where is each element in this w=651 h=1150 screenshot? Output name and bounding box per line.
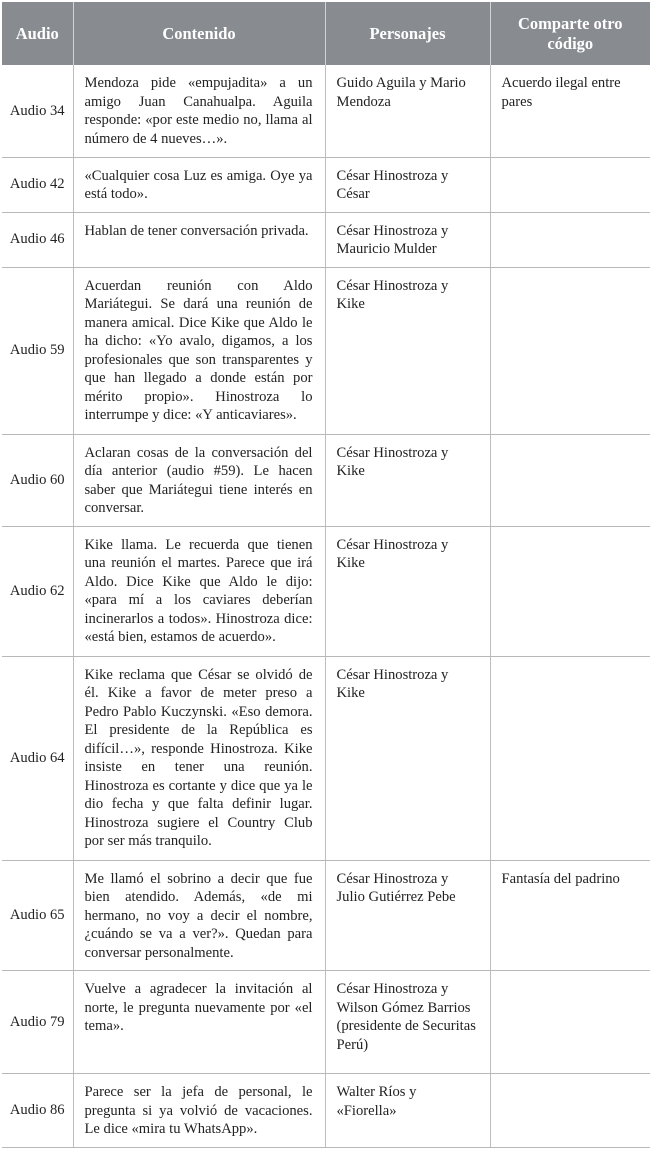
content-cell: Parece ser la jefa de personal, le pregunta si ya volvió de vacaciones. Le dice «mira tu WhatsApp».: [73, 1074, 325, 1148]
audio-cell: Audio 60: [2, 434, 73, 526]
people-cell: César Hinostroza y César: [325, 157, 490, 212]
content-cell: Vuelve a agradecer la invitación al norte, le pregunta nuevamente por «el tema».: [73, 971, 325, 1074]
people-cell: Walter Ríos y «Fiorella»: [325, 1074, 490, 1148]
header-personajes: Personajes: [325, 2, 490, 65]
table-row: [2, 860, 650, 971]
people-cell: César Hinostroza y Kike: [325, 526, 490, 656]
people-cell: César Hinostroza y Wilson Gómez Barrios (presidente de Securitas Perú): [325, 971, 490, 1074]
header-audio: Audio: [2, 2, 73, 65]
people-cell: César Hinostroza y Mauricio Mulder: [325, 212, 490, 267]
other-code-cell: [490, 1074, 650, 1148]
audio-cell: Audio 65: [2, 860, 73, 971]
audio-cell: Audio 59: [2, 267, 73, 434]
table-row: [2, 656, 650, 860]
other-code-cell: [490, 212, 650, 267]
other-code-cell: [490, 267, 650, 434]
other-code-cell: [490, 526, 650, 656]
people-cell: César Hinostroza y Kike: [325, 656, 490, 860]
other-code-cell: Acuerdo ilegal entre pares: [490, 65, 650, 157]
people-cell: César Hinostroza y Kike: [325, 267, 490, 434]
table-row: [2, 434, 650, 526]
audio-cell: Audio 86: [2, 1074, 73, 1148]
audio-table: [2, 2, 650, 1148]
people-cell: César Hinostroza y Kike: [325, 434, 490, 526]
header-contenido: Contenido: [73, 2, 325, 65]
other-code-cell: Fantasía del padrino: [490, 860, 650, 971]
header-comparte: Comparte otro código: [490, 2, 650, 65]
content-cell: Hablan de tener conversación privada.: [73, 212, 325, 267]
table-body: [2, 65, 650, 1147]
table-row: [2, 212, 650, 267]
table-row: [2, 971, 650, 1074]
other-code-cell: [490, 434, 650, 526]
content-cell: Mendoza pide «empujadita» a un amigo Juan Canahualpa. Aguila responde: «por este medio no, llama al número de 4 nueves…».: [73, 65, 325, 157]
content-cell: Kike reclama que César se olvidó de él. Kike a favor de meter preso a Pedro Pablo Kuczynski. «Eso demora. El presidente de la República es difícil…», responde Hinostroza. Kike insiste en tener una reunión. Hinostroza es cortante y dice que ya le dio fecha y que falta definir lugar. Hinostroza sugiere el Country Club por ser más tranquilo.: [73, 656, 325, 860]
table-row: [2, 267, 650, 434]
content-cell: «Cualquier cosa Luz es amiga. Oye ya está todo».: [73, 157, 325, 212]
content-cell: Aclaran cosas de la conversación del día anterior (audio #59). Le hacen saber que Mariátegui tiene interés en conversar.: [73, 434, 325, 526]
content-cell: Me llamó el sobrino a decir que fue bien atendido. Además, «de mi hermano, no voy a decir el nombre, ¿cuándo se va a ver?». Quedan para conversar personalmente.: [73, 860, 325, 971]
table-row: [2, 157, 650, 212]
other-code-cell: [490, 157, 650, 212]
table-row: [2, 1074, 650, 1148]
audio-cell: Audio 46: [2, 212, 73, 267]
people-cell: César Hinostroza y Julio Gutiérrez Pebe: [325, 860, 490, 971]
table-row: [2, 526, 650, 656]
content-cell: Acuerdan reunión con Aldo Mariátegui. Se dará una reunión de manera amical. Dice Kike que Aldo le ha dicho: «Yo avalo, digamos, a los profesionales que son transparentes y que han llegado a donde están por mérito propio». Hinostroza lo interrumpe y dice: «Y anticaviares».: [73, 267, 325, 434]
other-code-cell: [490, 656, 650, 860]
audio-cell: Audio 64: [2, 656, 73, 860]
audio-cell: Audio 34: [2, 65, 73, 157]
table-header: [2, 2, 650, 65]
audio-cell: Audio 79: [2, 971, 73, 1074]
header-row: [2, 2, 650, 65]
table-row: [2, 65, 650, 157]
audio-cell: Audio 42: [2, 157, 73, 212]
other-code-cell: [490, 971, 650, 1074]
content-cell: Kike llama. Le recuerda que tienen una reunión el martes. Parece que irá Aldo. Dice Kike que Aldo le dijo: «para mí a los caviares deberían incinerarlos a todos». Hinostroza dice: «está bien, estamos de acuerdo».: [73, 526, 325, 656]
audio-cell: Audio 62: [2, 526, 73, 656]
people-cell: Guido Aguila y Mario Mendoza: [325, 65, 490, 157]
